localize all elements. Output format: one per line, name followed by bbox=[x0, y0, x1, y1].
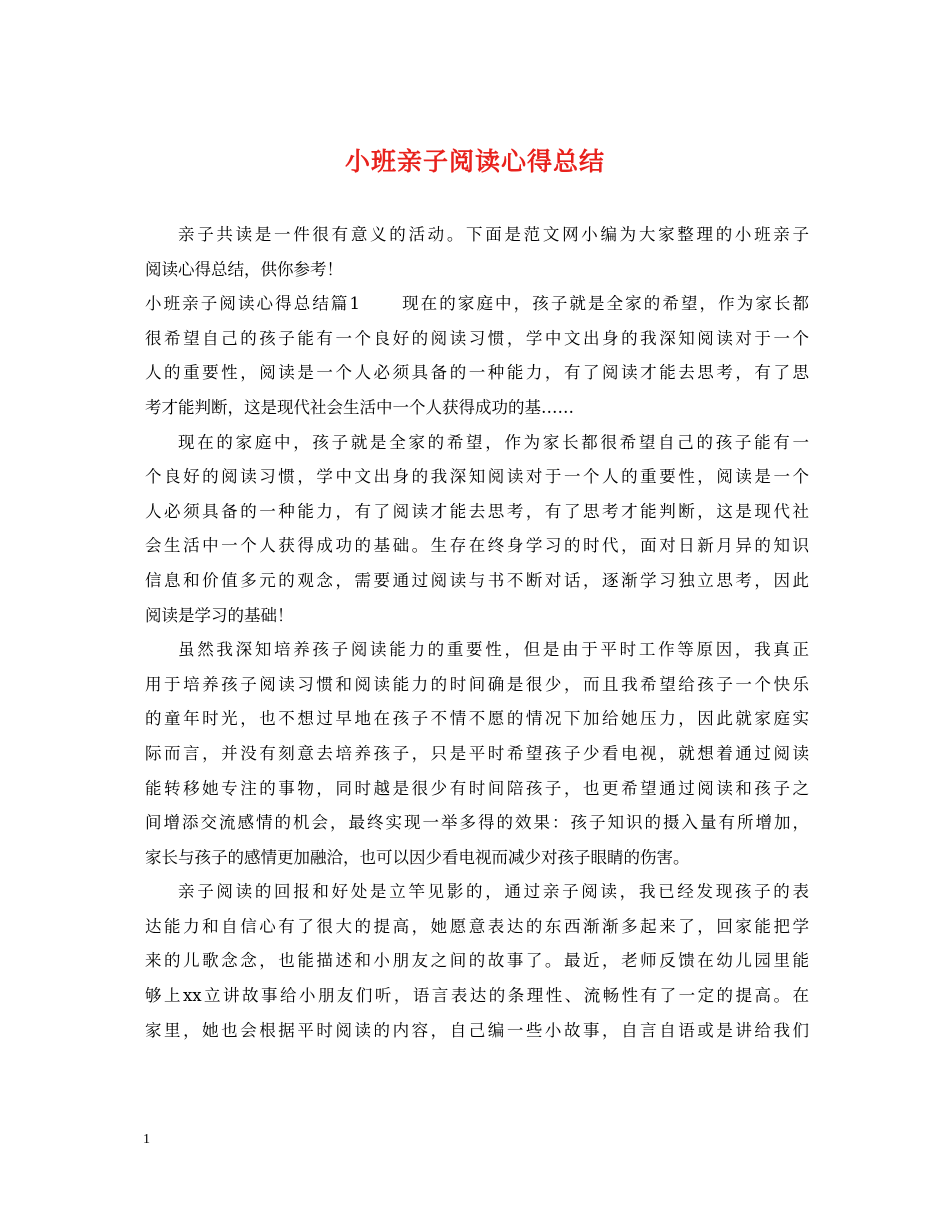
intro-paragraph bbox=[145, 218, 809, 287]
text-line: 会生活中一个人获得成功的基础。生存在终身学习的时代，面对日新月异的知识 bbox=[145, 536, 809, 556]
document-title: 小班亲子阅读心得总结 bbox=[344, 147, 605, 176]
section-heading: 小班亲子阅读心得总结篇1 bbox=[145, 294, 360, 314]
paragraph-3 bbox=[145, 875, 809, 1048]
paragraph-1 bbox=[145, 426, 809, 634]
section-first-line bbox=[145, 287, 809, 322]
section-summary bbox=[145, 287, 809, 425]
document-body bbox=[145, 218, 809, 1048]
text-line: 的童年时光，也不想过早地在孩子不情不愿的情况下加给她压力，因此就家庭实 bbox=[145, 709, 809, 729]
text-line: 考才能判断，这是现代社会生活中一个人获得成功的基…… bbox=[145, 397, 574, 417]
text-line: 信息和价值多元的观念，需要通过阅读与书不断对话，逐渐学习独立思考，因此 bbox=[145, 570, 809, 590]
text-line: 人必须具备的一种能力，有了阅读才能去思考，有了思考才能判断，这是现代社 bbox=[145, 501, 809, 521]
text-line: 际而言，并没有刻意去培养孩子，只是平时希望孩子少看电视，就想着通过阅读 bbox=[145, 743, 809, 763]
text-line: 现在的家庭中，孩子就是全家的希望，作为家长都 bbox=[400, 294, 810, 314]
text-line: 达能力和自信心有了很大的提高，她愿意表达的东西渐渐多起来了，回家能把学 bbox=[145, 916, 809, 936]
text-line: 现在的家庭中，孩子就是全家的希望，作为家长都很希望自己的孩子能有一 bbox=[178, 432, 809, 452]
text-line: 亲子共读是一件很有意义的活动。下面是范文网小编为大家整理的小班亲子 bbox=[178, 225, 809, 244]
text-line: 虽然我深知培养孩子阅读能力的重要性，但是由于平时工作等原因，我真正 bbox=[178, 640, 809, 660]
text-line: 阅读是学习的基础！ bbox=[145, 605, 294, 625]
text-line: 很希望自己的孩子能有一个良好的阅读习惯，学中文出身的我深知阅读对于一个 bbox=[145, 328, 809, 348]
text-line: 人的重要性，阅读是一个人必须具备的一种能力，有了阅读才能去思考，有了思 bbox=[145, 363, 809, 383]
text-line: 够上xx立讲故事给小朋友们听，语言表达的条理性、流畅性有了一定的提高。在 bbox=[145, 986, 809, 1006]
page-number: 1 bbox=[143, 1132, 150, 1147]
text-line: 能转移她专注的事物，同时越是很少有时间陪孩子，也更希望通过阅读和孩子之 bbox=[145, 778, 809, 798]
text-line: 亲子阅读的回报和好处是立竿见影的，通过亲子阅读，我已经发现孩子的表 bbox=[178, 882, 809, 902]
text-line: 家里，她也会根据平时阅读的内容，自己编一些小故事，自言自语或是讲给我们 bbox=[145, 1020, 809, 1040]
text-line: 个良好的阅读习惯，学中文出身的我深知阅读对于一个人的重要性，阅读是一个 bbox=[145, 467, 809, 487]
text-line: 用于培养孩子阅读习惯和阅读能力的时间确是很少，而且我希望给孩子一个快乐 bbox=[145, 674, 809, 694]
text-line: 间增添交流感情的机会，最终实现一举多得的效果：孩子知识的摄入量有所增加， bbox=[145, 813, 809, 833]
text-line: 来的儿歌念念，也能描述和小朋友之间的故事了。最近，老师反馈在幼儿园里能 bbox=[145, 951, 809, 971]
paragraph-2 bbox=[145, 633, 809, 875]
text-line: 家长与孩子的感情更加融洽，也可以因少看电视而减少对孩子眼睛的伤害。 bbox=[145, 847, 690, 867]
text-line: 阅读心得总结，供你参考！ bbox=[145, 259, 343, 279]
